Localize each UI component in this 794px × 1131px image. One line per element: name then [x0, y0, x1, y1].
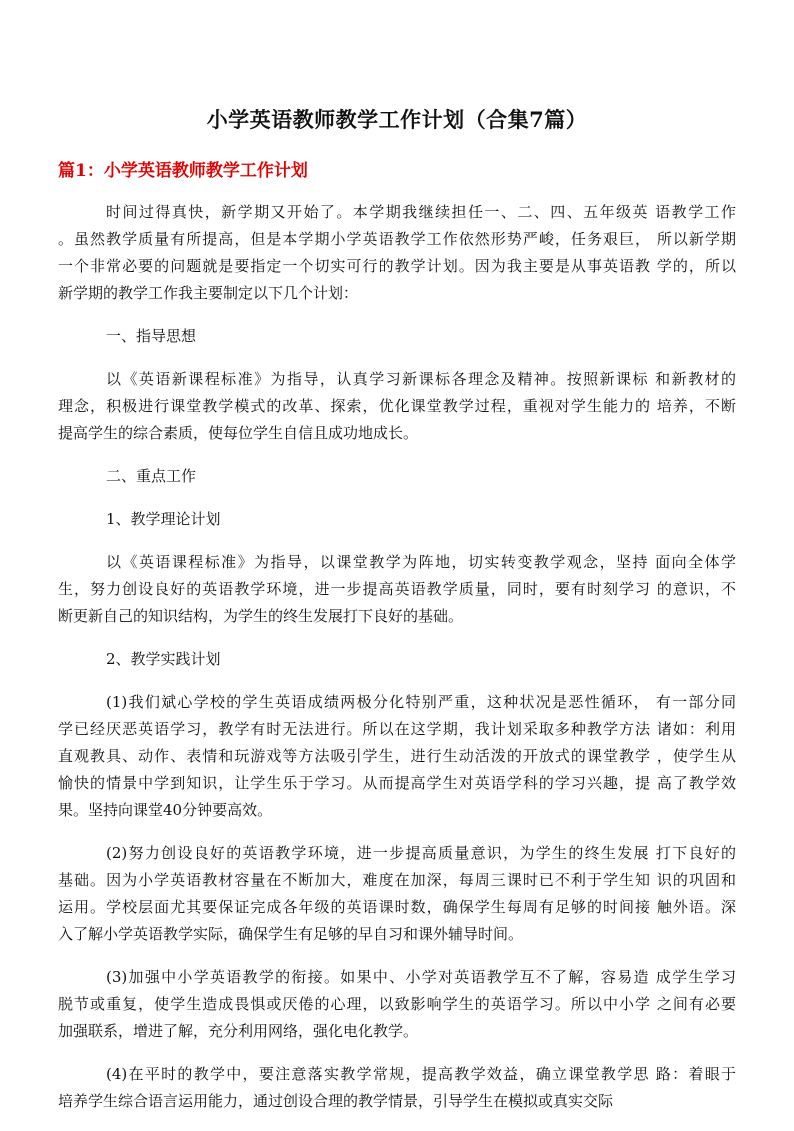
- text-line: (3)加强中小学英语教学的衔接。如果中、小学对英语教学互不了解，容易造 成学生学习: [106, 968, 736, 986]
- section-heading: 篇1：小学英语教师教学工作计划: [58, 161, 308, 181]
- text-line: 二、重点工作: [106, 467, 197, 485]
- text-line: 培养学生综合语言运用能力，通过创设合理的教学情景，引导学生在模拟或真实交际: [58, 1092, 614, 1110]
- text-line: 2、教学实践计划: [106, 650, 221, 668]
- text-line: 生，努力创设良好的英语教学环境，进一步提高英语教学质量，同时，要有时刻学习 的意识，不: [58, 580, 736, 598]
- text-line: 运用。学校层面尤其要保证完成各年级的英语课时数，确保学生每周有足够的时间接 触外语。深: [58, 898, 736, 916]
- text-line: (4)在平时的教学中，要注意落实教学常规，提高教学效益，确立课堂教学思 路：着眼于: [106, 1065, 736, 1083]
- document-body: [58, 199, 736, 1131]
- text-line: 。虽然教学质量有所提高，但是本学期小学英语教学工作依然形势严峻，任务艰巨， 所以新学期: [58, 230, 736, 248]
- paragraph: [58, 1061, 736, 1115]
- text-line: 新学期的教学工作我主要制定以下几个计划：: [58, 284, 359, 302]
- text-line: 提高学生的综合素质，使每位学生自信且成功地成长。: [58, 424, 419, 442]
- text-line: 学已经厌恶英语学习，教学有时无法进行。所以在这学期，我计划采取多种教学方法 诸如：利用: [58, 720, 736, 738]
- paragraph: [58, 366, 736, 447]
- document-title: 小学英语教师教学工作计划（合集7篇）: [206, 107, 588, 132]
- text-line: 时间过得真快，新学期又开始了。本学期我继续担任一、二、四、五年级英 语教学工作: [106, 203, 736, 221]
- paragraph: [58, 840, 736, 948]
- text-line: 一、指导思想: [106, 327, 197, 345]
- text-line: (2)努力创设良好的英语教学环境，进一步提高质量意识，为学生的终生发展 打下良好的: [106, 844, 736, 862]
- text-line: 愉快的情景中学到知识，让学生乐于学习。从而提高学生对英语学科的学习兴趣，提 高了教学效: [58, 774, 736, 792]
- text-line: 入了解小学英语教学实际，确保学生有足够的早自习和课外辅导时间。: [58, 925, 524, 943]
- paragraph: [58, 549, 736, 630]
- text-line: 理念，积极进行课堂教学模式的改革、探索，优化课堂教学过程，重视对学生能力的 培养，不断: [58, 397, 736, 415]
- text-line: 脱节或重复，使学生造成畏惧或厌倦的心理，以致影响学生的英语学习。所以中小学 之间有必要: [58, 995, 736, 1013]
- text-line: (1)我们斌心学校的学生英语成绩两极分化特别严重，这种状况是恶性循环， 有一部分同: [106, 693, 736, 711]
- paragraph: [58, 689, 736, 824]
- section-label: [58, 463, 736, 490]
- text-line: 以《英语新课程标准》为指导，认真学习新课标各理念及精神。按照新课标 和新教材的: [106, 370, 736, 388]
- text-line: 直观教具、动作、表情和玩游戏等方法吸引学生，进行生动活泼的开放式的课堂教学 ，使学生从: [58, 747, 736, 765]
- section-label: [58, 323, 736, 350]
- text-line: 断更新自己的知识结构，为学生的终生发展打下良好的基础。: [58, 607, 464, 625]
- paragraph: [58, 964, 736, 1045]
- section-label: [58, 646, 736, 673]
- text-line: 1、教学理论计划: [106, 510, 221, 528]
- text-line: 加强联系，增进了解，充分利用网络，强化电化教学。: [58, 1022, 419, 1040]
- section-label: [58, 506, 736, 533]
- text-line: 以《英语课程标准》为指导，以课堂教学为阵地，切实转变教学观念，坚持 面向全体学: [106, 553, 736, 571]
- text-line: 果。坚持向课堂40分钟要高效。: [58, 801, 273, 819]
- text-line: 基础。因为小学英语教材容量在不断加大，难度在加深，每周三课时已不利于学生知 识的巩固和: [58, 871, 736, 889]
- paragraph: [58, 199, 736, 307]
- text-line: 一个非常必要的问题就是要指定一个切实可行的教学计划。因为我主要是从事英语教 学的，所以: [58, 257, 736, 275]
